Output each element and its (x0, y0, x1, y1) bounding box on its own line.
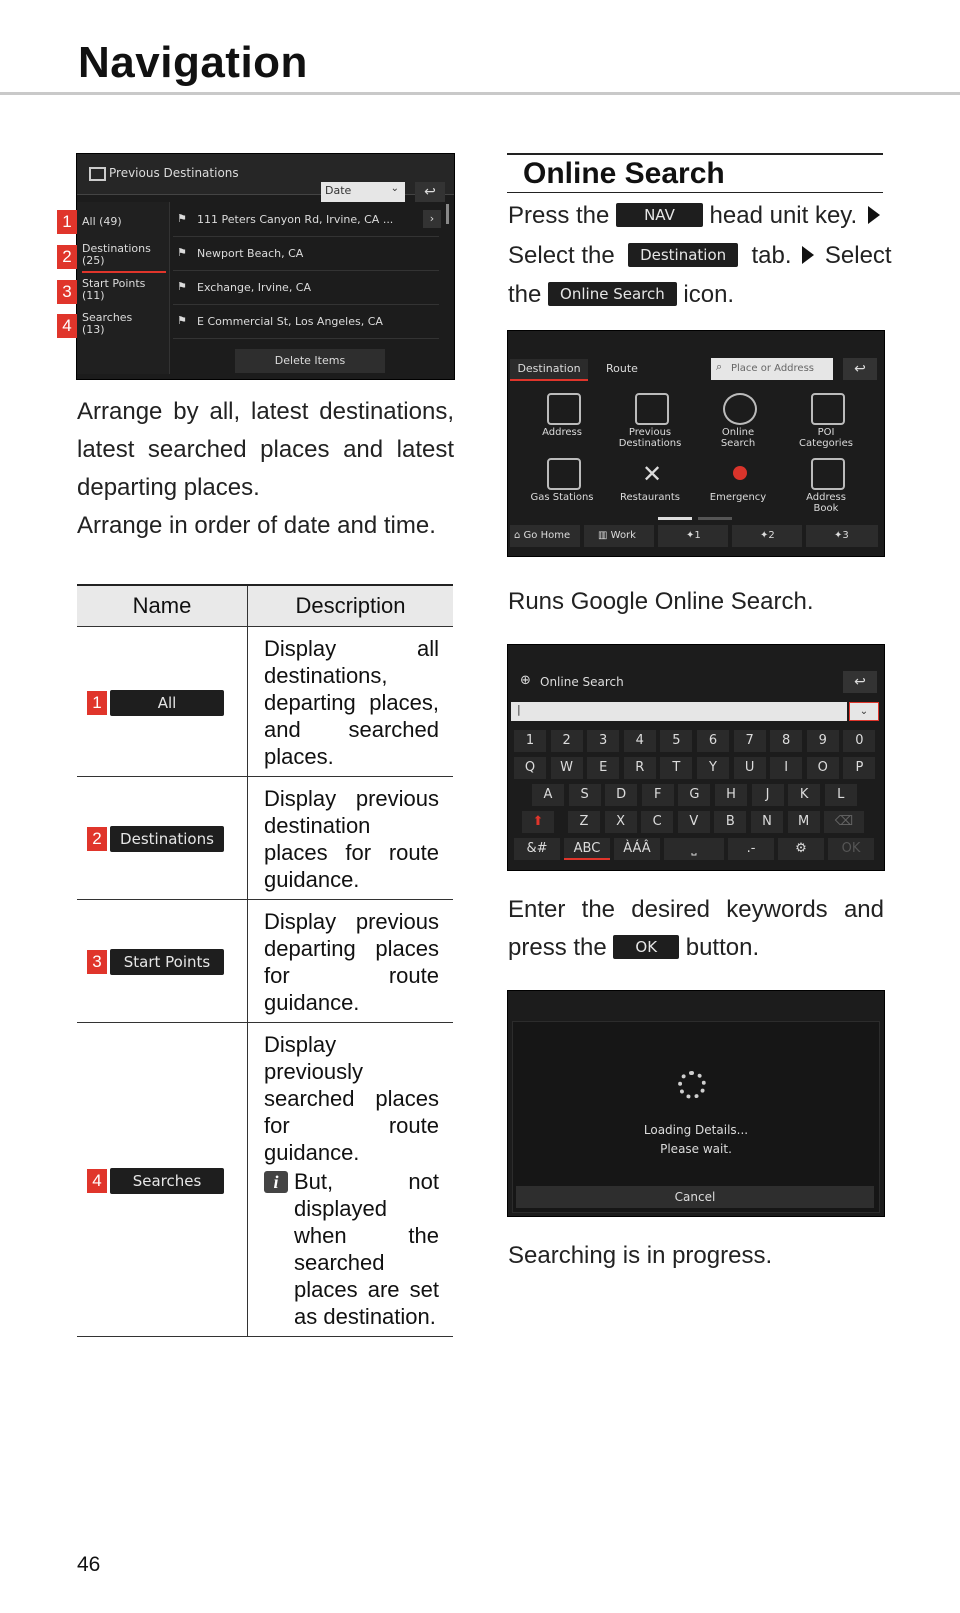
icon-label: Address Book (806, 492, 846, 514)
icon-label: Online Search (720, 427, 756, 449)
list-item[interactable] (173, 238, 439, 271)
step-1: Press the NAV head unit key. (508, 197, 884, 235)
icon-label: Restaurants (620, 492, 680, 503)
table-row (77, 900, 453, 1023)
marker-3: 3 (57, 280, 77, 304)
marker-4: 4 (87, 1169, 107, 1193)
ok-chip: OK (613, 935, 679, 959)
search-placeholder: Place or Address (731, 363, 814, 374)
key-2[interactable]: 2 (551, 730, 583, 752)
screen-title: Previous Destinations (109, 166, 239, 180)
symbols-key[interactable]: &# (514, 838, 560, 860)
runs-google-text: Runs Google Online Search. (508, 588, 814, 615)
list-item[interactable] (173, 306, 439, 339)
ok-key[interactable]: OK (828, 838, 874, 860)
search-input-value: | (517, 703, 521, 716)
abc-key[interactable]: ABC (564, 838, 610, 860)
menu-item-searches[interactable]: Searches (13) (82, 311, 133, 336)
star-icon: ✦ (760, 530, 769, 541)
punctuation-key[interactable]: .- (728, 838, 774, 860)
key-w[interactable]: W (551, 757, 583, 779)
icon-label: Gas Stations (530, 492, 594, 503)
destination-menu-screen (507, 330, 885, 557)
flag-list-icon (89, 167, 106, 181)
key-5[interactable]: 5 (660, 730, 692, 752)
marker-2: 2 (87, 827, 107, 851)
table-row (77, 1023, 453, 1337)
marker-1: 1 (87, 691, 107, 715)
accents-key[interactable]: ÀÁÂ (614, 838, 660, 860)
info-icon: i (264, 1171, 288, 1193)
gas-station-icon[interactable] (547, 458, 581, 490)
dropdown-button[interactable]: ⌄ (849, 702, 879, 721)
marker-4: 4 (57, 314, 77, 338)
column-header-description: Description (248, 585, 454, 627)
key-u[interactable]: U (734, 757, 766, 779)
key-v[interactable]: V (678, 811, 710, 833)
key-n[interactable]: N (751, 811, 783, 833)
flag-icon: ⚑ (177, 212, 187, 225)
loading-dialog (512, 1021, 880, 1213)
online-search-chip: Online Search (548, 282, 677, 306)
name-description-table (77, 584, 453, 1337)
loading-screen (507, 990, 885, 1217)
key-k[interactable]: K (788, 784, 820, 806)
step-3: the Online Search icon. (508, 281, 735, 308)
key-o[interactable]: O (807, 757, 839, 779)
globe-search-icon[interactable] (723, 393, 757, 425)
marker-1: 1 (57, 210, 77, 234)
key-f[interactable]: F (642, 784, 674, 806)
globe-search-icon: ⊕ (520, 673, 531, 688)
section-heading: Online Search (523, 157, 725, 190)
place-name: Newport Beach, CA (197, 247, 304, 260)
favorite-1-button[interactable]: ✦1 (658, 525, 728, 547)
key-7[interactable]: 7 (734, 730, 766, 752)
previous-destinations-icon[interactable] (635, 393, 669, 425)
key-b[interactable]: B (714, 811, 746, 833)
key-p[interactable]: P (843, 757, 875, 779)
key-r[interactable]: R (624, 757, 656, 779)
key-e[interactable]: E (587, 757, 619, 779)
title-divider (0, 92, 960, 95)
arrange-order-note: Arrange in order of date and time. (77, 512, 436, 539)
description-cell: Display all destinations, departing places, and searched places. (248, 627, 454, 777)
menu-item-destinations[interactable]: Destinations (25) (82, 243, 166, 273)
key-y[interactable]: Y (697, 757, 729, 779)
address-book-icon[interactable] (811, 458, 845, 490)
searching-in-progress-text: Searching is in progress. (508, 1242, 773, 1269)
online-search-keyboard-screen (507, 644, 885, 871)
place-name: 111 Peters Canyon Rd, Irvine, CA ... (197, 213, 394, 226)
key-h[interactable]: H (715, 784, 747, 806)
shift-key[interactable]: ⬆ (522, 811, 554, 833)
key-m[interactable]: M (788, 811, 820, 833)
key-0[interactable]: 0 (843, 730, 875, 752)
table-row (77, 627, 453, 777)
key-l[interactable]: L (825, 784, 857, 806)
list-item[interactable] (173, 204, 439, 237)
destination-tab-chip: Destination (628, 243, 738, 267)
destinations-button: Destinations (110, 826, 224, 852)
marker-3: 3 (87, 950, 107, 974)
key-1[interactable]: 1 (514, 730, 546, 752)
search-icon: ⌕ (716, 360, 723, 373)
start-points-button: Start Points (110, 949, 224, 975)
key-4[interactable]: 4 (624, 730, 656, 752)
loading-spinner-icon (678, 1071, 706, 1099)
poi-categories-icon[interactable] (811, 393, 845, 425)
nav-key: NAV (616, 203, 703, 227)
enter-keywords-text: Enter the desired keywords and press the OK button. (508, 896, 884, 961)
arrange-description: Arrange by all, latest destinations, latest searched places and latest departing places. (77, 398, 454, 501)
icon-label: Emergency (709, 492, 767, 503)
back-button[interactable] (843, 358, 877, 380)
delete-items-button[interactable]: Delete Items (235, 349, 385, 373)
restaurants-icon[interactable]: ✕ (641, 460, 663, 488)
key-q[interactable]: Q (514, 757, 546, 779)
list-item[interactable] (173, 272, 439, 305)
scrollbar[interactable] (446, 204, 449, 224)
marker-2: 2 (57, 245, 77, 269)
table-row (77, 777, 453, 900)
key-d[interactable]: D (605, 784, 637, 806)
home-icon: ⌂ (514, 530, 521, 541)
step-2: Select the Destination tab. Select (508, 242, 892, 269)
previous-destinations-screen (76, 153, 455, 380)
key-z[interactable]: Z (568, 811, 600, 833)
chevron-right-icon[interactable]: › (423, 210, 441, 228)
back-icon: ↩ (424, 184, 436, 200)
all-button: All (110, 690, 224, 716)
favorite-3-button[interactable]: ✦3 (806, 525, 878, 547)
key-t[interactable]: T (660, 757, 692, 779)
tab-route[interactable]: Route (606, 362, 638, 375)
key-i[interactable]: I (770, 757, 802, 779)
page-title: Navigation (78, 38, 308, 87)
arrow-right-icon (802, 246, 814, 264)
key-c[interactable]: C (641, 811, 673, 833)
section-rule-top (507, 153, 883, 155)
icon-label: POI Categories (799, 427, 853, 449)
screen-title: Online Search (540, 675, 624, 689)
key-a[interactable]: A (532, 784, 564, 806)
settings-key[interactable]: ⚙ (778, 838, 824, 860)
flag-icon: ⚑ (177, 280, 187, 293)
go-home-button[interactable]: ⌂ Go Home (510, 525, 580, 547)
key-j[interactable]: J (752, 784, 784, 806)
chevron-down-icon: ⌄ (390, 183, 399, 194)
star-icon: ✦ (834, 530, 843, 541)
star-icon: ✦ (686, 530, 695, 541)
loading-line-1: Loading Details... (643, 1123, 749, 1137)
cancel-button[interactable]: Cancel (516, 1186, 874, 1208)
arrow-right-icon (868, 206, 880, 224)
page-number: 46 (77, 1553, 101, 1576)
icon-label: Previous Destinations (618, 427, 682, 449)
note-text: But, not displayed when the searched places are set as destination. (294, 1169, 439, 1329)
key-6[interactable]: 6 (697, 730, 729, 752)
place-name: E Commercial St, Los Angeles, CA (197, 315, 383, 328)
section-rule-bottom (507, 192, 883, 193)
searches-button: Searches (110, 1168, 224, 1194)
key-9[interactable]: 9 (807, 730, 839, 752)
work-button[interactable]: ▥ Work (584, 525, 654, 547)
back-icon: ↩ (854, 361, 866, 377)
description-cell: Display previous departing places for route guidance. (248, 900, 454, 1023)
sort-dropdown[interactable] (321, 182, 405, 202)
address-icon[interactable] (547, 393, 581, 425)
page-indicator (658, 517, 692, 520)
flag-icon: ⚑ (177, 314, 187, 327)
description-cell: Display previously searched places for route guidance. (264, 1032, 439, 1165)
favorite-2-button[interactable]: ✦2 (732, 525, 802, 547)
backspace-key[interactable]: ⌫ (824, 811, 864, 833)
key-s[interactable]: S (569, 784, 601, 806)
back-icon: ↩ (854, 674, 866, 690)
key-x[interactable]: X (605, 811, 637, 833)
key-g[interactable]: G (678, 784, 710, 806)
emergency-icon[interactable] (723, 458, 757, 490)
description-cell: Display previous destination places for route guidance. (248, 777, 454, 900)
tab-destination[interactable]: Destination (510, 359, 588, 381)
flag-icon: ⚑ (177, 246, 187, 259)
building-icon: ▥ (598, 530, 608, 541)
back-button[interactable] (843, 671, 877, 693)
icon-label: Address (542, 427, 582, 438)
key-8[interactable]: 8 (770, 730, 802, 752)
column-header-name: Name (77, 585, 248, 627)
menu-item-start-points[interactable]: Start Points (11) (82, 277, 146, 302)
place-name: Exchange, Irvine, CA (197, 281, 312, 294)
search-input[interactable] (511, 702, 847, 721)
place-search-input[interactable] (711, 358, 833, 380)
page-indicator (698, 517, 732, 520)
sort-value: Date (325, 184, 352, 197)
space-key[interactable]: ⎵ (664, 838, 724, 860)
key-3[interactable]: 3 (587, 730, 619, 752)
loading-line-2: Please wait. (660, 1142, 732, 1156)
back-button[interactable] (415, 182, 445, 202)
menu-item-all[interactable]: All (49) (82, 215, 122, 228)
